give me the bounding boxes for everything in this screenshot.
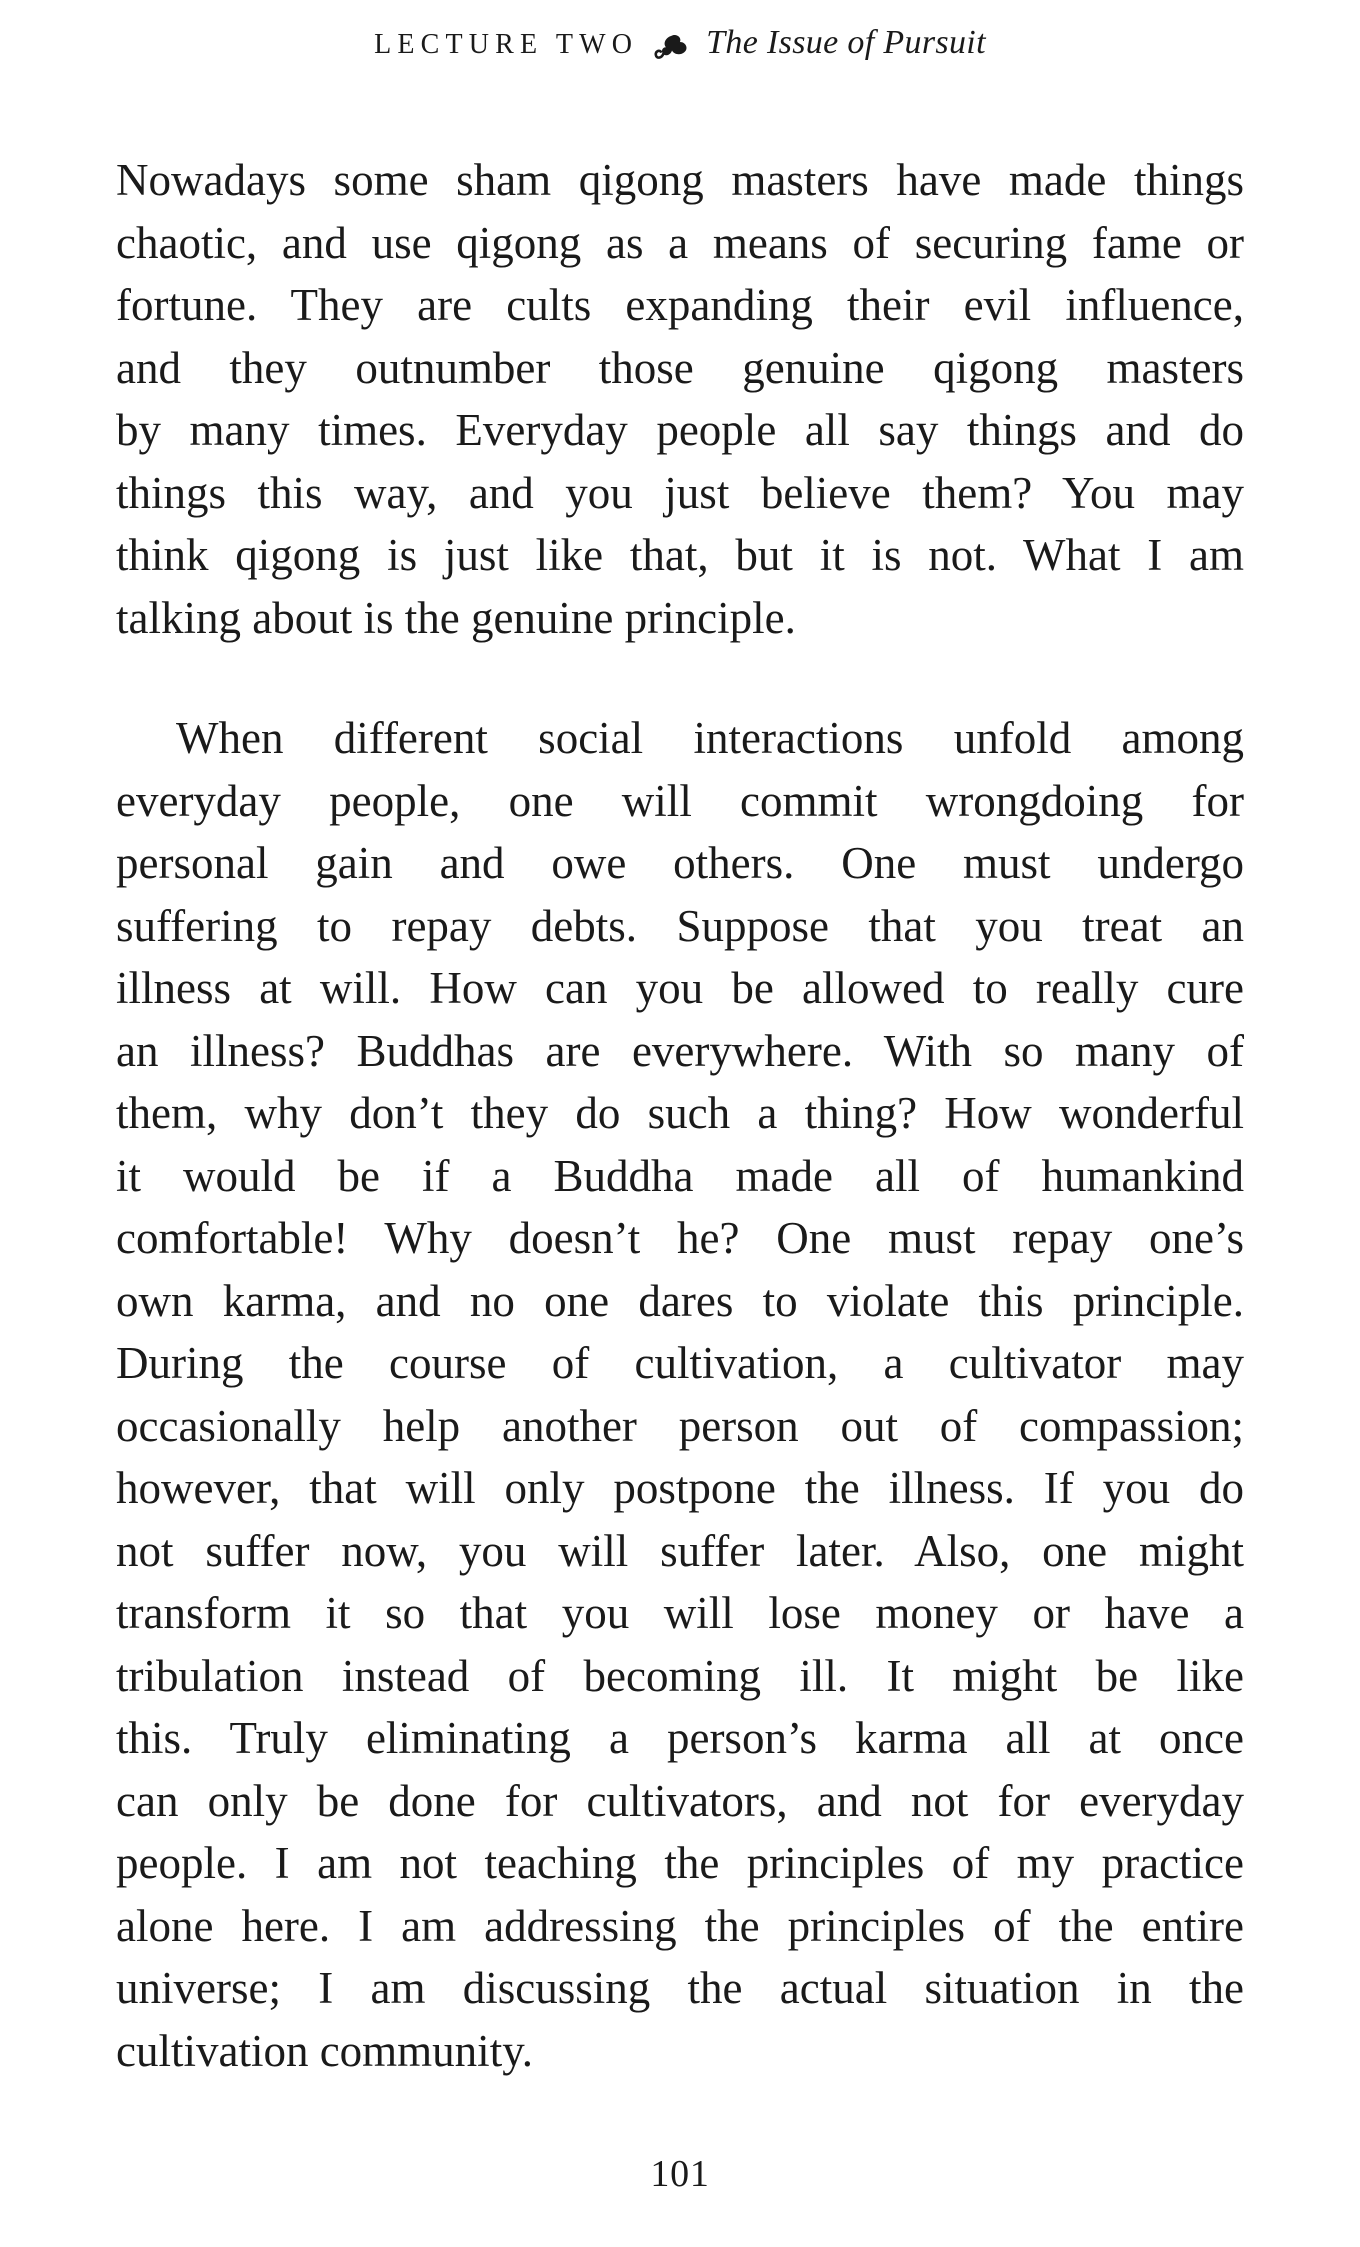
page-body	[116, 149, 1244, 2082]
text-line: occasionally help another person out of compassion;	[116, 1400, 1244, 1451]
text-line: transform it so that you will lose money or have a	[116, 1588, 1244, 1638]
lecture-label: LECTURE TWO	[374, 29, 639, 60]
text-line: them, why don’t they do such a thing? How wonderful	[116, 1088, 1244, 1138]
text-line: everyday people, one will commit wrongdoing for	[116, 775, 1244, 826]
text-line: things this way, and you just believe them? You may	[116, 467, 1244, 518]
text-line: fortune. They are cults expanding their evil influence,	[116, 280, 1244, 330]
text-line: alone here. I am addressing the principles of the entire	[116, 1900, 1244, 1951]
text-line: this. Truly eliminating a person’s karma all at once	[116, 1713, 1244, 1763]
text-line: illness at will. How can you be allowed to really cure	[116, 963, 1244, 1013]
text-line: people. I am not teaching the principles of my practice	[116, 1838, 1244, 1888]
text-line: Nowadays some sham qigong masters have made things	[116, 155, 1244, 205]
text-line: talking about is the genuine principle.	[116, 592, 796, 643]
text-line: personal gain and owe others. One must undergo	[116, 838, 1244, 888]
paragraph	[116, 149, 1244, 649]
text-line: universe; I am discussing the actual situation in the	[116, 1963, 1244, 2013]
text-line: cultivation community.	[116, 2025, 534, 2076]
text-line: During the course of cultivation, a cultivator may	[116, 1338, 1244, 1388]
text-line: and they outnumber those genuine qigong masters	[116, 342, 1244, 393]
text-line: chaotic, and use qigong as a means of securing fame or	[116, 217, 1244, 268]
text-line: suffering to repay debts. Suppose that you treat an	[116, 900, 1244, 951]
paragraph	[116, 707, 1244, 2082]
text-line: it would be if a Buddha made all of humankind	[116, 1150, 1244, 1201]
running-header	[0, 24, 1360, 62]
text-line: tribulation instead of becoming ill. It might be like	[116, 1650, 1244, 1701]
text-line: can only be done for cultivators, and not for everyday	[116, 1775, 1244, 1826]
page-number: 101	[650, 2153, 710, 2195]
text-line: not suffer now, you will suffer later. Also, one might	[116, 1525, 1244, 1576]
text-line: an illness? Buddhas are everywhere. With so many of	[116, 1025, 1244, 1076]
chapter-title: The Issue of Pursuit	[706, 24, 986, 61]
text-line: When different social interactions unfold among	[176, 713, 1244, 763]
text-line: by many times. Everyday people all say things and do	[116, 405, 1244, 455]
text-line: comfortable! Why doesn’t he? One must repay one’s	[116, 1213, 1244, 1263]
fleuron-icon	[654, 33, 690, 63]
text-line: own karma, and no one dares to violate this principle.	[116, 1275, 1244, 1326]
text-line: however, that will only postpone the illness. If you do	[116, 1463, 1244, 1513]
text-line: think qigong is just like that, but it is not. What I am	[116, 530, 1244, 580]
